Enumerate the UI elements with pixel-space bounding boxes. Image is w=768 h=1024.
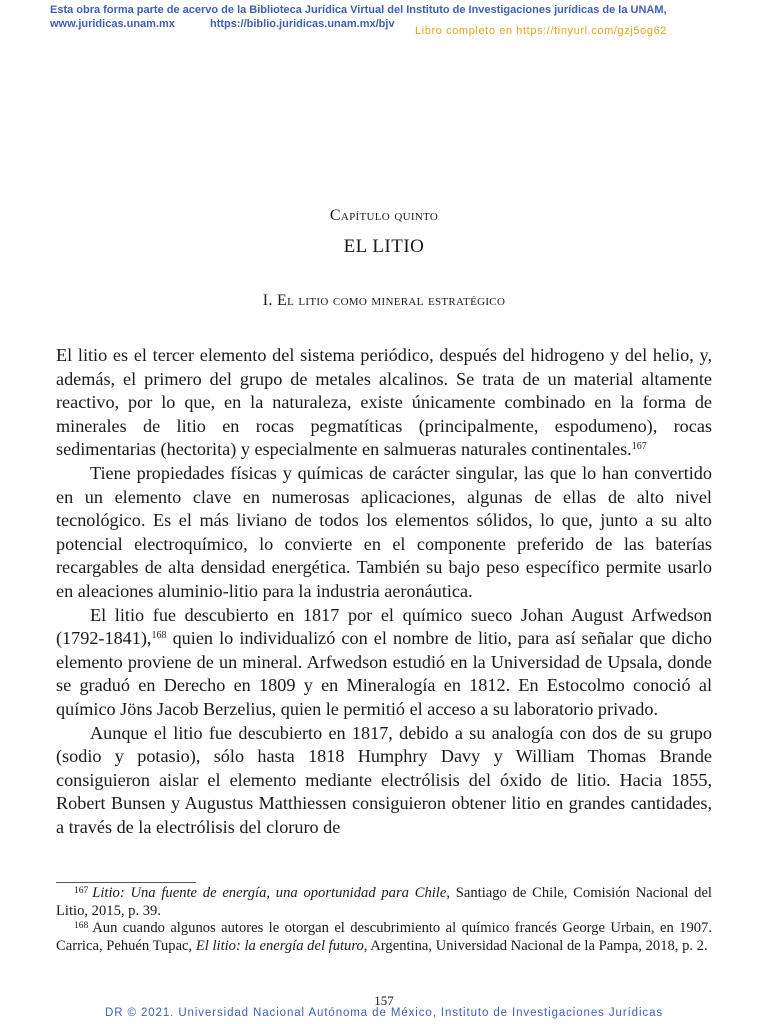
site-link[interactable]: www.juridicas.unam.mx xyxy=(50,18,175,30)
paragraph xyxy=(56,722,712,840)
footnote-number: 168 xyxy=(74,921,89,932)
footnote xyxy=(56,920,712,955)
section-title: I. El litio como mineral estratégico xyxy=(262,292,506,309)
footnotes xyxy=(56,885,712,955)
footnote xyxy=(56,885,712,920)
footnote-text: , Santiago de Chile, Comisión Nacional del Litio, 2015, p. 39. xyxy=(56,885,712,919)
footnote-ref[interactable]: 168 xyxy=(151,630,167,642)
paragraph xyxy=(56,604,712,722)
paragraph-text: Aunque el litio fue descubierto en 1817, debido a su analogía con dos de su grupo (sodio y potasio), sólo hasta 1818 Humphry Davy y William Thomas Brande consiguieron aislar el elemento mediante electrólisis del óxido de litio. Hacia 1855, Robert Bunsen y Augustus Matthiessen consiguieron obtener litio en grandes cantidades, a través de la electrólisis del cloruro de xyxy=(56,722,712,837)
paragraph-text: quien lo individualizó con el nombre de litio, para así señalar que dicho elemento proviene de un mineral. Arfwedson estudió en la Universidad de Upsala, donde se graduó en Derecho en 1809 y en Mineralogía en 1812. En Estocolmo conoció al químico Jöns Jacob Berzelius, quien le permitió el acceso a su laboratorio privado. xyxy=(56,628,712,719)
footnote-title: Litio: Una fuente de energía, una oportunidad para Chile xyxy=(92,885,447,901)
chapter-title: EL LITIO xyxy=(343,236,425,257)
body-text xyxy=(56,344,712,839)
footnote-ref[interactable]: 167 xyxy=(631,441,647,453)
footnote-divider xyxy=(56,882,196,883)
full-book-link[interactable]: Libro completo en https://tinyurl.com/gzj5og62 xyxy=(415,25,667,37)
paragraph-text: Tiene propiedades físicas y químicas de carácter singular, las que lo han convertido en un elemento clave en numerosas aplicaciones, algunas de ellas de alto nivel tecnológico. Es el más liviano de todos los elementos sólidos, lo que, junto a su alto potencial electroquímico, lo convierte en el componente preferido de las baterías recargables de alta densidad energética. También su bajo peso específico permite usarlo en aleaciones aluminio-litio para la industria aeronáutica. xyxy=(56,462,712,601)
copyright-footer: DR © 2021. Universidad Nacional Autónoma de México, Instituto de Investigaciones Jurídicas xyxy=(104,1007,664,1019)
paragraph xyxy=(56,462,712,604)
biblio-link[interactable]: https://biblio.juridicas.unam.mx/bjv xyxy=(210,18,395,30)
footnote-text: Aun cuando algunos autores le otorgan el descubrimiento al químico francés George Urbain, en 1907. Carrica, Pehuén Tupac, xyxy=(56,920,712,954)
paragraph-text: El litio es el tercer elemento del sistema periódico, después del hidrogeno y del helio, y, además, el primero del grupo de metales alcalinos. Se trata de un material altamente reactivo, por lo que, en la naturaleza, existe únicamente combinado en la forma de minerales de litio en rocas pegmatíticas (principalmente, espodumeno), rocas sedimentarias (hectorita) y especialmente en salmueras naturales continentales. xyxy=(56,345,712,460)
footnote-number: 167 xyxy=(74,886,89,896)
footnote-title: El litio: la energía del futuro xyxy=(195,937,364,954)
paragraph-text: El litio fue descubierto en 1817 por el químico sueco Johan August Arfwedson (1792-1841), xyxy=(56,604,712,649)
chapter-label: Capítulo quinto xyxy=(329,207,439,224)
paragraph xyxy=(56,344,712,462)
library-notice: Esta obra forma parte de acervo de la Biblioteca Jurídica Virtual del Instituto de Investigaciones jurídicas de la UNAM, xyxy=(50,4,667,16)
page-number: 157 xyxy=(374,993,394,1008)
footnote-text: , Argentina, Universidad Nacional de la Pampa, 2018, p. 2. xyxy=(363,937,708,954)
